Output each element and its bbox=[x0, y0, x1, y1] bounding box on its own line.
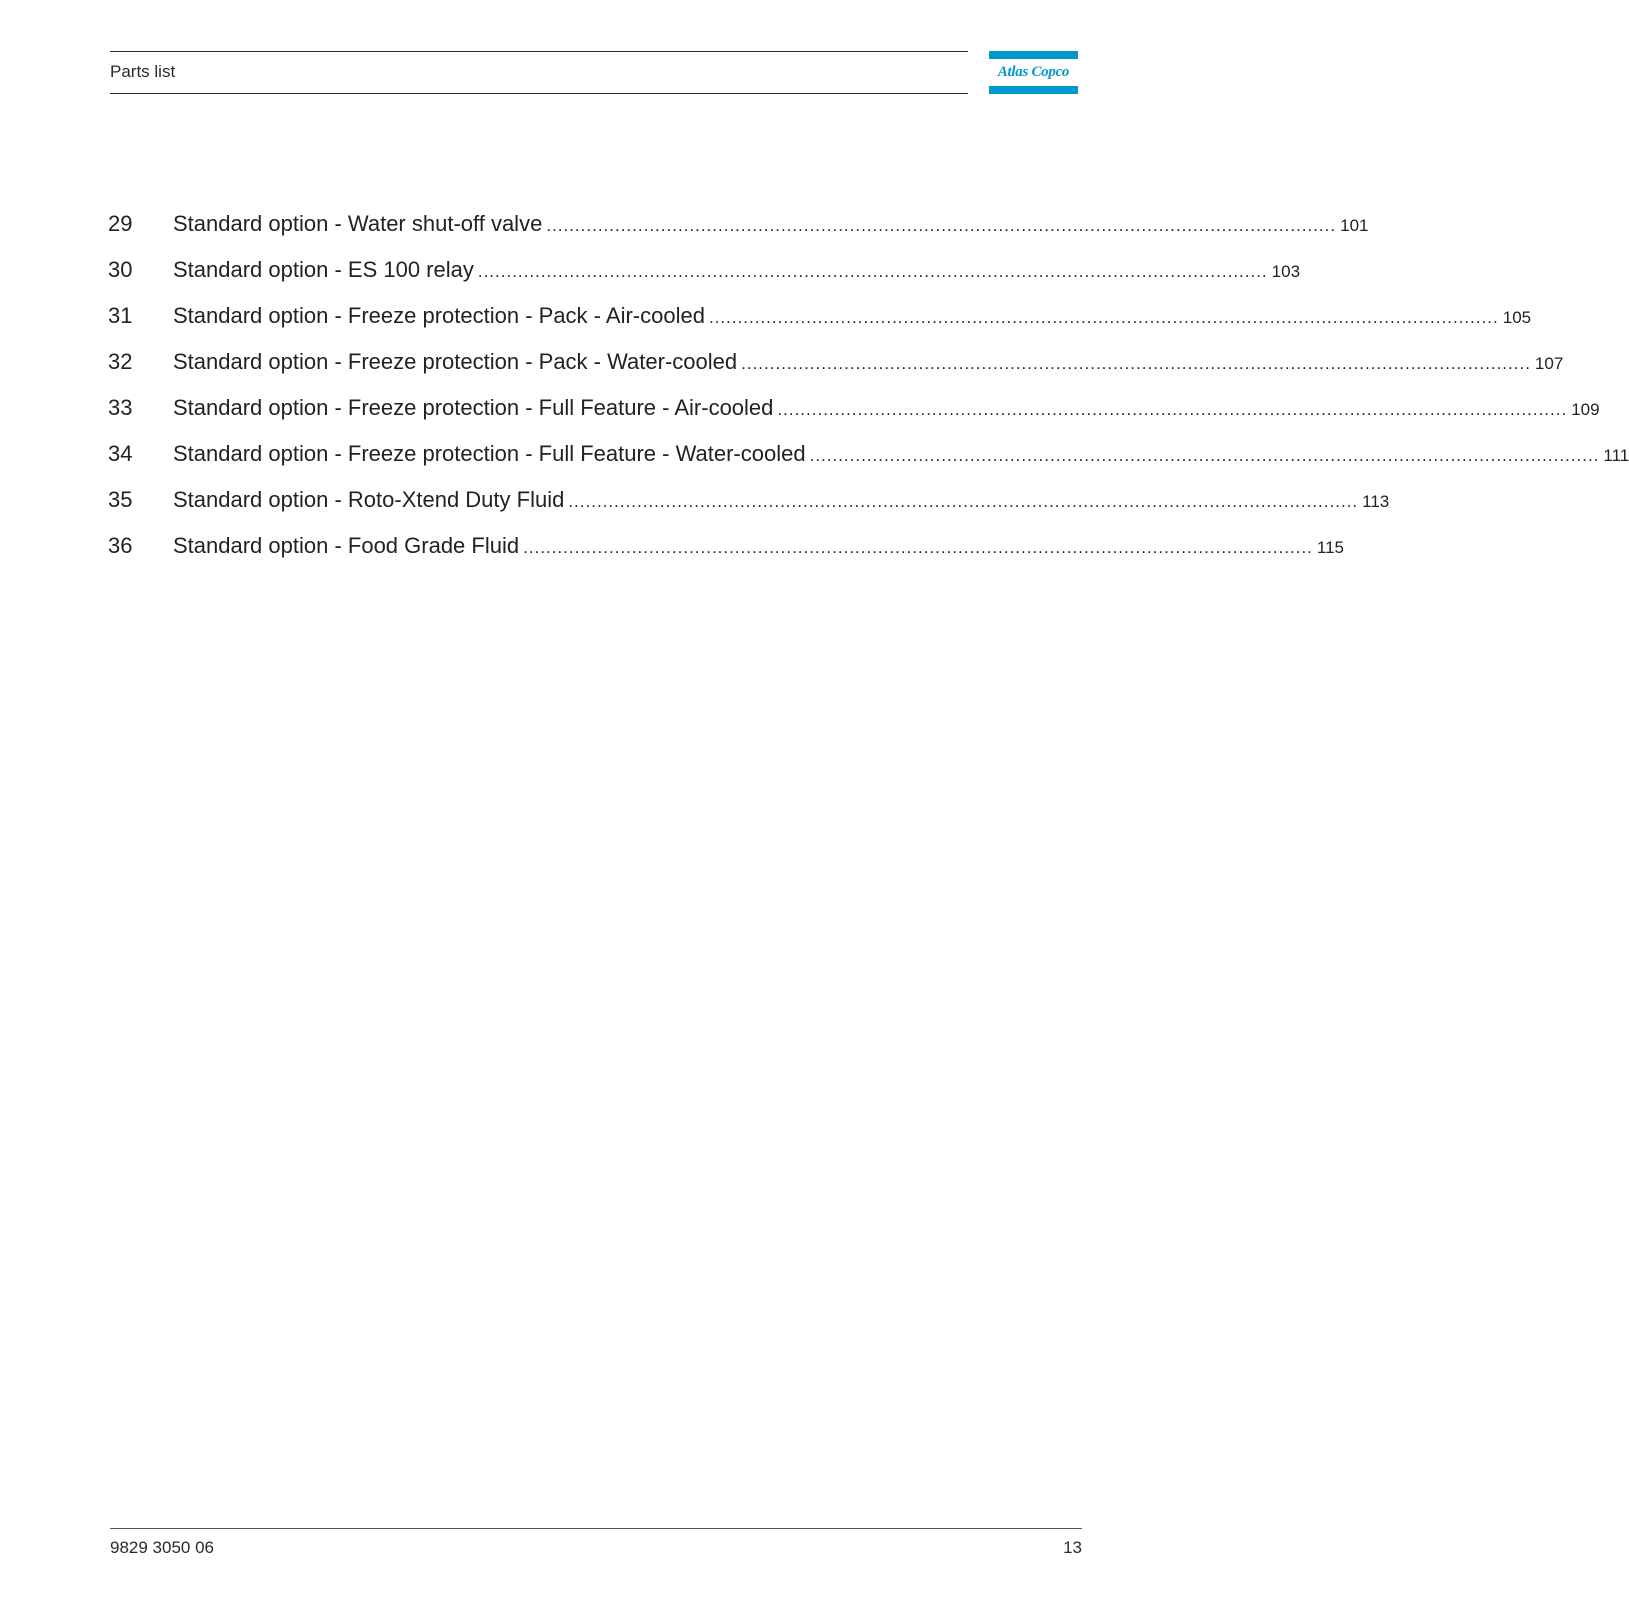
toc-entry[interactable] bbox=[108, 303, 1532, 349]
section-title: Parts list bbox=[110, 62, 176, 81]
toc-dot-leader: .......................................................................................................................................... bbox=[777, 400, 1568, 419]
toc-entry-page[interactable]: 103 bbox=[1271, 262, 1301, 281]
toc-entry-title[interactable]: Standard option - ES 100 relay bbox=[173, 257, 474, 282]
toc-entry-title[interactable]: Standard option - Freeze protection - Pack - Air-cooled bbox=[173, 303, 705, 328]
toc-entry-title[interactable]: Standard option - Freeze protection - Full Feature - Air-cooled bbox=[173, 395, 774, 420]
toc-entry-page[interactable]: 115 bbox=[1316, 538, 1344, 557]
toc-entry-page[interactable]: 107 bbox=[1534, 354, 1564, 373]
logo-bar-bottom bbox=[989, 86, 1078, 94]
toc-entry-title[interactable]: Standard option - Freeze protection - Full Feature - Water-cooled bbox=[173, 441, 806, 466]
toc-entry[interactable] bbox=[108, 487, 1390, 533]
toc-dot-leader: .......................................................................................................................................... bbox=[741, 354, 1531, 373]
toc-dot-leader: .......................................................................................................................................... bbox=[477, 262, 1268, 281]
toc-dot-leader: .......................................................................................................................................... bbox=[809, 446, 1600, 465]
toc-entry-page[interactable]: 109 bbox=[1571, 400, 1600, 419]
toc-entry-number: 30 bbox=[108, 257, 133, 282]
toc-entry[interactable] bbox=[108, 211, 1369, 257]
toc-entry-number: 32 bbox=[108, 349, 133, 374]
table-of-contents bbox=[108, 211, 1629, 579]
toc-dot-leader: .......................................................................................................................................... bbox=[546, 216, 1337, 235]
toc-entry-number: 35 bbox=[108, 487, 133, 512]
page-number: 13 bbox=[1063, 1538, 1082, 1557]
atlas-copco-logo bbox=[989, 51, 1078, 94]
toc-entry-page[interactable]: 113 bbox=[1362, 492, 1390, 511]
page-footer bbox=[110, 1528, 1082, 1557]
toc-entry[interactable] bbox=[108, 395, 1600, 441]
toc-entry-number: 34 bbox=[108, 441, 133, 466]
toc-entry-page[interactable]: 101 bbox=[1340, 216, 1369, 235]
page-header bbox=[110, 51, 968, 94]
toc-entry[interactable] bbox=[108, 349, 1564, 395]
toc-entry[interactable] bbox=[108, 441, 1629, 487]
logo-text: Atlas Copco bbox=[997, 64, 1070, 80]
toc-entry-page[interactable]: 105 bbox=[1502, 308, 1532, 327]
toc-entry-page[interactable]: 111 bbox=[1603, 446, 1629, 465]
toc-entry[interactable] bbox=[108, 257, 1301, 303]
toc-entry-number: 33 bbox=[108, 395, 133, 420]
toc-dot-leader: .......................................................................................................................................... bbox=[568, 492, 1359, 511]
toc-entry-number: 29 bbox=[108, 211, 133, 236]
toc-dot-leader: .......................................................................................................................................... bbox=[708, 308, 1499, 327]
toc-dot-leader: .......................................................................................................................................... bbox=[523, 538, 1313, 557]
toc-entry-title[interactable]: Standard option - Freeze protection - Pack - Water-cooled bbox=[173, 349, 738, 374]
toc-entry-number: 36 bbox=[108, 533, 133, 558]
toc-entry-title[interactable]: Standard option - Food Grade Fluid bbox=[173, 533, 520, 558]
toc-entry-title[interactable]: Standard option - Roto-Xtend Duty Fluid bbox=[173, 487, 565, 512]
toc-entry[interactable] bbox=[108, 533, 1344, 579]
toc-entry-number: 31 bbox=[108, 303, 133, 328]
toc-entry-title[interactable]: Standard option - Water shut-off valve bbox=[173, 211, 543, 236]
logo-bar-top bbox=[989, 51, 1078, 59]
document-number: 9829 3050 06 bbox=[110, 1538, 214, 1557]
